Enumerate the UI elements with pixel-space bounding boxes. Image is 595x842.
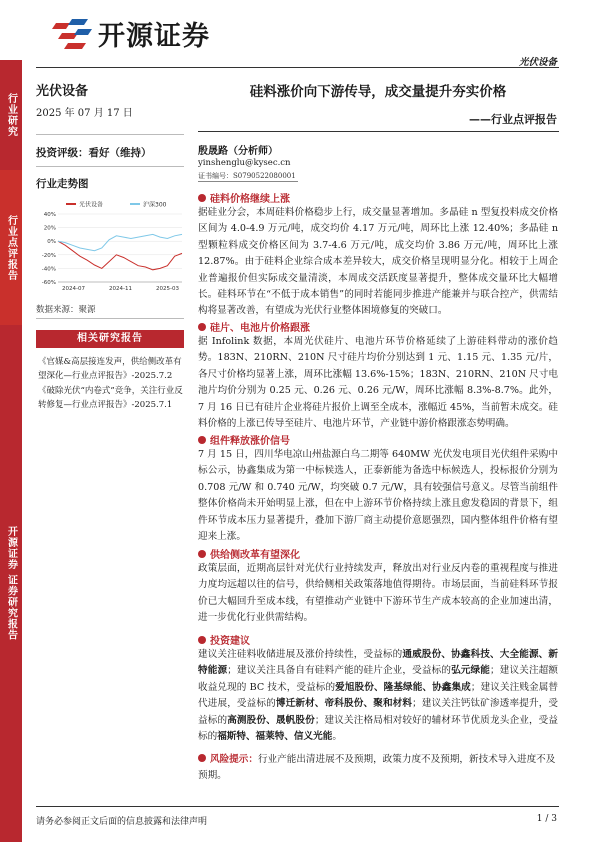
series-line: [58, 234, 182, 250]
risk-label: 风险提示：: [210, 754, 258, 765]
suggestion-text: ；建议关注格局相对较好的辅材环节优质龙头企业，受益标的: [198, 714, 559, 743]
side-label-broker: [0, 325, 22, 842]
side-strip: [0, 60, 22, 842]
side-label-text: 行业研究: [5, 93, 17, 137]
side-label-text: 开源证券 证券研究报告: [5, 526, 17, 641]
risk-text: 行业产能出清进展不及预期，政策力度不及预期，新技术导入进度不及预期。: [198, 754, 556, 782]
side-label-text: 行业点评报告: [5, 214, 17, 281]
recommended-stock-names: 弘元绿能: [451, 665, 491, 677]
section-heading-text: 硅料价格继续上涨: [210, 194, 290, 205]
analyst-divider: [198, 181, 298, 182]
section-heading: [198, 319, 310, 334]
left-divider: [36, 166, 184, 167]
related-report-item[interactable]: 《官媒&高层接连发声，供给侧改革有望深化—行业点评报告》-2025.7.2: [38, 357, 182, 381]
legend-label: 沪深300: [143, 201, 167, 209]
section-heading: [198, 190, 290, 205]
analyst-name: 殷晟路（分析师）: [198, 146, 278, 157]
side-label-research: [0, 60, 22, 170]
section-body: 7 月 15 日，四川华电凉山州盐源白乌二期等 640MW 光伏发电项目光伏组件采购中标公示，协鑫集成为第一中标候选人，正泰新能为备选中标候选人，投标报价分别为 0.708 元/W 和 0.740 元/W，均突破 0.7 元/W，具有较强信号意义。尽管当前组件整体价格尚未开始明显上涨，但在中上游环节价格持续上涨且愈发稳固的背景下，组件环节成本压力显著提升，叠加下游厂商主动提价意愿强烈，国内整体组件价格有望迎来上涨。: [198, 449, 558, 543]
bullet-icon: [198, 323, 206, 331]
recommended-stock-names: 爱旭股份、隆基绿能、协鑫集成: [335, 681, 471, 693]
section-heading: [198, 546, 300, 561]
y-tick-label: -60%: [41, 280, 56, 286]
related-report-item[interactable]: 《破除光伏“内卷式”竞争，关注行业反转修复—行业点评报告》-2025.7.1: [38, 386, 183, 410]
section-body: 政策层面，近期高层针对光伏行业持续发声，释放出对行业反内卷的重视程度与推进力度均远超以往的信号，供给侧相关政策落地值得期待。市场层面，当前硅料环节报价已大幅回升至成本线，有望推动产业链中下游环节生产成本较高的企业加速出清，进一步优化行业供需结构。: [198, 563, 558, 624]
report-subtitle: ——行业点评报告: [469, 113, 557, 126]
recommended-stock-names: 高测股份、晟帆股份: [227, 714, 315, 726]
suggestion-text: ；建议关注超额收益兑现的 BC 技术，受益标的: [198, 665, 559, 693]
section-body: 据硅业分会，本周硅料价格稳步上行，成交量显著增加。多晶硅 n 型复投料成交价格区间为 4.0-4.9 万元/吨，成交均价 4.17 万元/吨，周环比上涨 12.40%；多晶硅 n 型颗粒料成交价格区间为 3.7-4.6 万元/吨，成交均价 3.86 万元/吨，周环比上涨 12.87%。由于硅料企业综合成本差异较大，成交价格呈现明显分化。相较于上周企业普遍报价但实际成交量清淡，本周成交活跃度显著提升，整体成交量环比大幅增长。硅料环节在“不低于成本销售”的同时若能同步推进产能兼并与联合控产，供需结构将显著改善，有望成为光伏行业整体困境修复的突破口。: [198, 207, 558, 317]
section-heading-text: 投资建议: [210, 636, 250, 647]
logo-mark-icon: [52, 17, 92, 51]
header-sector-tag: 光伏设备: [518, 57, 557, 68]
page-number: 1 / 3: [536, 814, 557, 824]
recommended-stock-names: 福斯特、福莱特、信义光能: [217, 731, 333, 743]
sector-title: 光伏设备: [36, 84, 89, 99]
bullet-icon: [198, 754, 206, 762]
related-reports-list: [38, 356, 184, 414]
trend-chart: [36, 198, 184, 296]
left-divider: [36, 318, 184, 319]
analyst-certificate: 证书编号：S0790522080001: [198, 172, 296, 180]
company-logo: [52, 14, 210, 53]
series-line: [58, 241, 182, 270]
y-tick-label: -20%: [41, 252, 56, 259]
bullet-icon: [198, 550, 206, 558]
logo-text: 开源证券: [98, 21, 210, 52]
section-heading-text: 硅片、电池片价格跟涨: [210, 323, 310, 334]
legend-label: 光伏设备: [79, 201, 104, 209]
bullet-icon: [198, 636, 206, 644]
x-tick-label: 2024-11: [109, 286, 132, 292]
bullet-icon: [198, 436, 206, 444]
trend-chart-svg: [36, 198, 184, 296]
report-title: 硅料涨价向下游传导，成交量提升夯实价格: [249, 84, 507, 100]
analyst-email[interactable]: yinshenglu@kysec.cn: [198, 158, 291, 168]
footer-divider: [36, 806, 559, 807]
section-heading: [198, 632, 250, 647]
left-divider: [36, 134, 184, 135]
recommended-stock-names: 通威股份、协鑫科技、大全能源、新特能源: [198, 649, 559, 677]
y-tick-label: 0%: [47, 239, 56, 246]
header-divider: [36, 67, 559, 68]
y-tick-label: -40%: [41, 266, 56, 273]
section-heading: [198, 432, 290, 447]
bullet-icon: [198, 194, 206, 202]
suggestion-text: ；建议关注具备自有硅料产能的硅片企业，受益标的: [227, 665, 452, 677]
recommended-stock-names: 博迁新材、帝科股份、聚和材料: [275, 698, 413, 710]
footer-disclaimer: 请务必参阅正文后面的信息披露和法律声明: [36, 817, 208, 827]
investment-rating: 投资评级：看好（维持）: [36, 147, 152, 159]
title-divider: [198, 131, 559, 132]
section-body: 据 Infolink 数据，本周光伏硅片、电池片环节价格延续了上游硅料带动的涨价趋势。183N、210RN、210N 尺寸硅片均价分别达到 1 元、1.15 元、1.35 元/片，各尺寸价格均显著上涨，周环比涨幅 13.6%-15%；183N、210RN、210N 尺寸电池片均价分别为 0.25 元、0.26 元、0.26 元/W，周环比涨幅 8.3%-8.7%。此外，7 月 16 日已有硅片企业将硅片报价上调至全成本，涨幅近 45%，当前暂未成交。硅料价格的上涨已传导至硅片、电池片环节，产业链中游价格跟涨态势明确。: [198, 336, 558, 430]
suggestion-text: ；建议关注贱金属替代进展，受益标的: [198, 681, 559, 710]
risk-warning: [198, 752, 558, 785]
side-label-report-type: [0, 170, 22, 325]
x-tick-label: 2024-07: [62, 286, 85, 292]
x-tick-label: 2025-03: [156, 286, 179, 292]
chart-source: 数据来源：聚源: [36, 305, 96, 315]
suggestion-text: 建议关注硅料收储进展及涨价持续性，受益标的: [198, 649, 403, 660]
suggestion-text: ；建议关注钙钛矿渗透率提升，受益标的: [198, 698, 559, 726]
report-date: 2025 年 07 月 17 日: [36, 108, 133, 119]
section-heading-text: 供给侧改革有望深化: [210, 550, 300, 561]
y-tick-label: 20%: [43, 225, 56, 232]
section-heading-text: 组件释放涨价信号: [210, 436, 290, 447]
investment-suggestion-body: [198, 647, 558, 745]
y-tick-label: 40%: [43, 212, 56, 218]
trend-chart-title: 行业走势图: [36, 178, 89, 190]
related-reports-header: 相关研究报告: [36, 330, 184, 348]
suggestion-text: 。: [332, 731, 342, 743]
